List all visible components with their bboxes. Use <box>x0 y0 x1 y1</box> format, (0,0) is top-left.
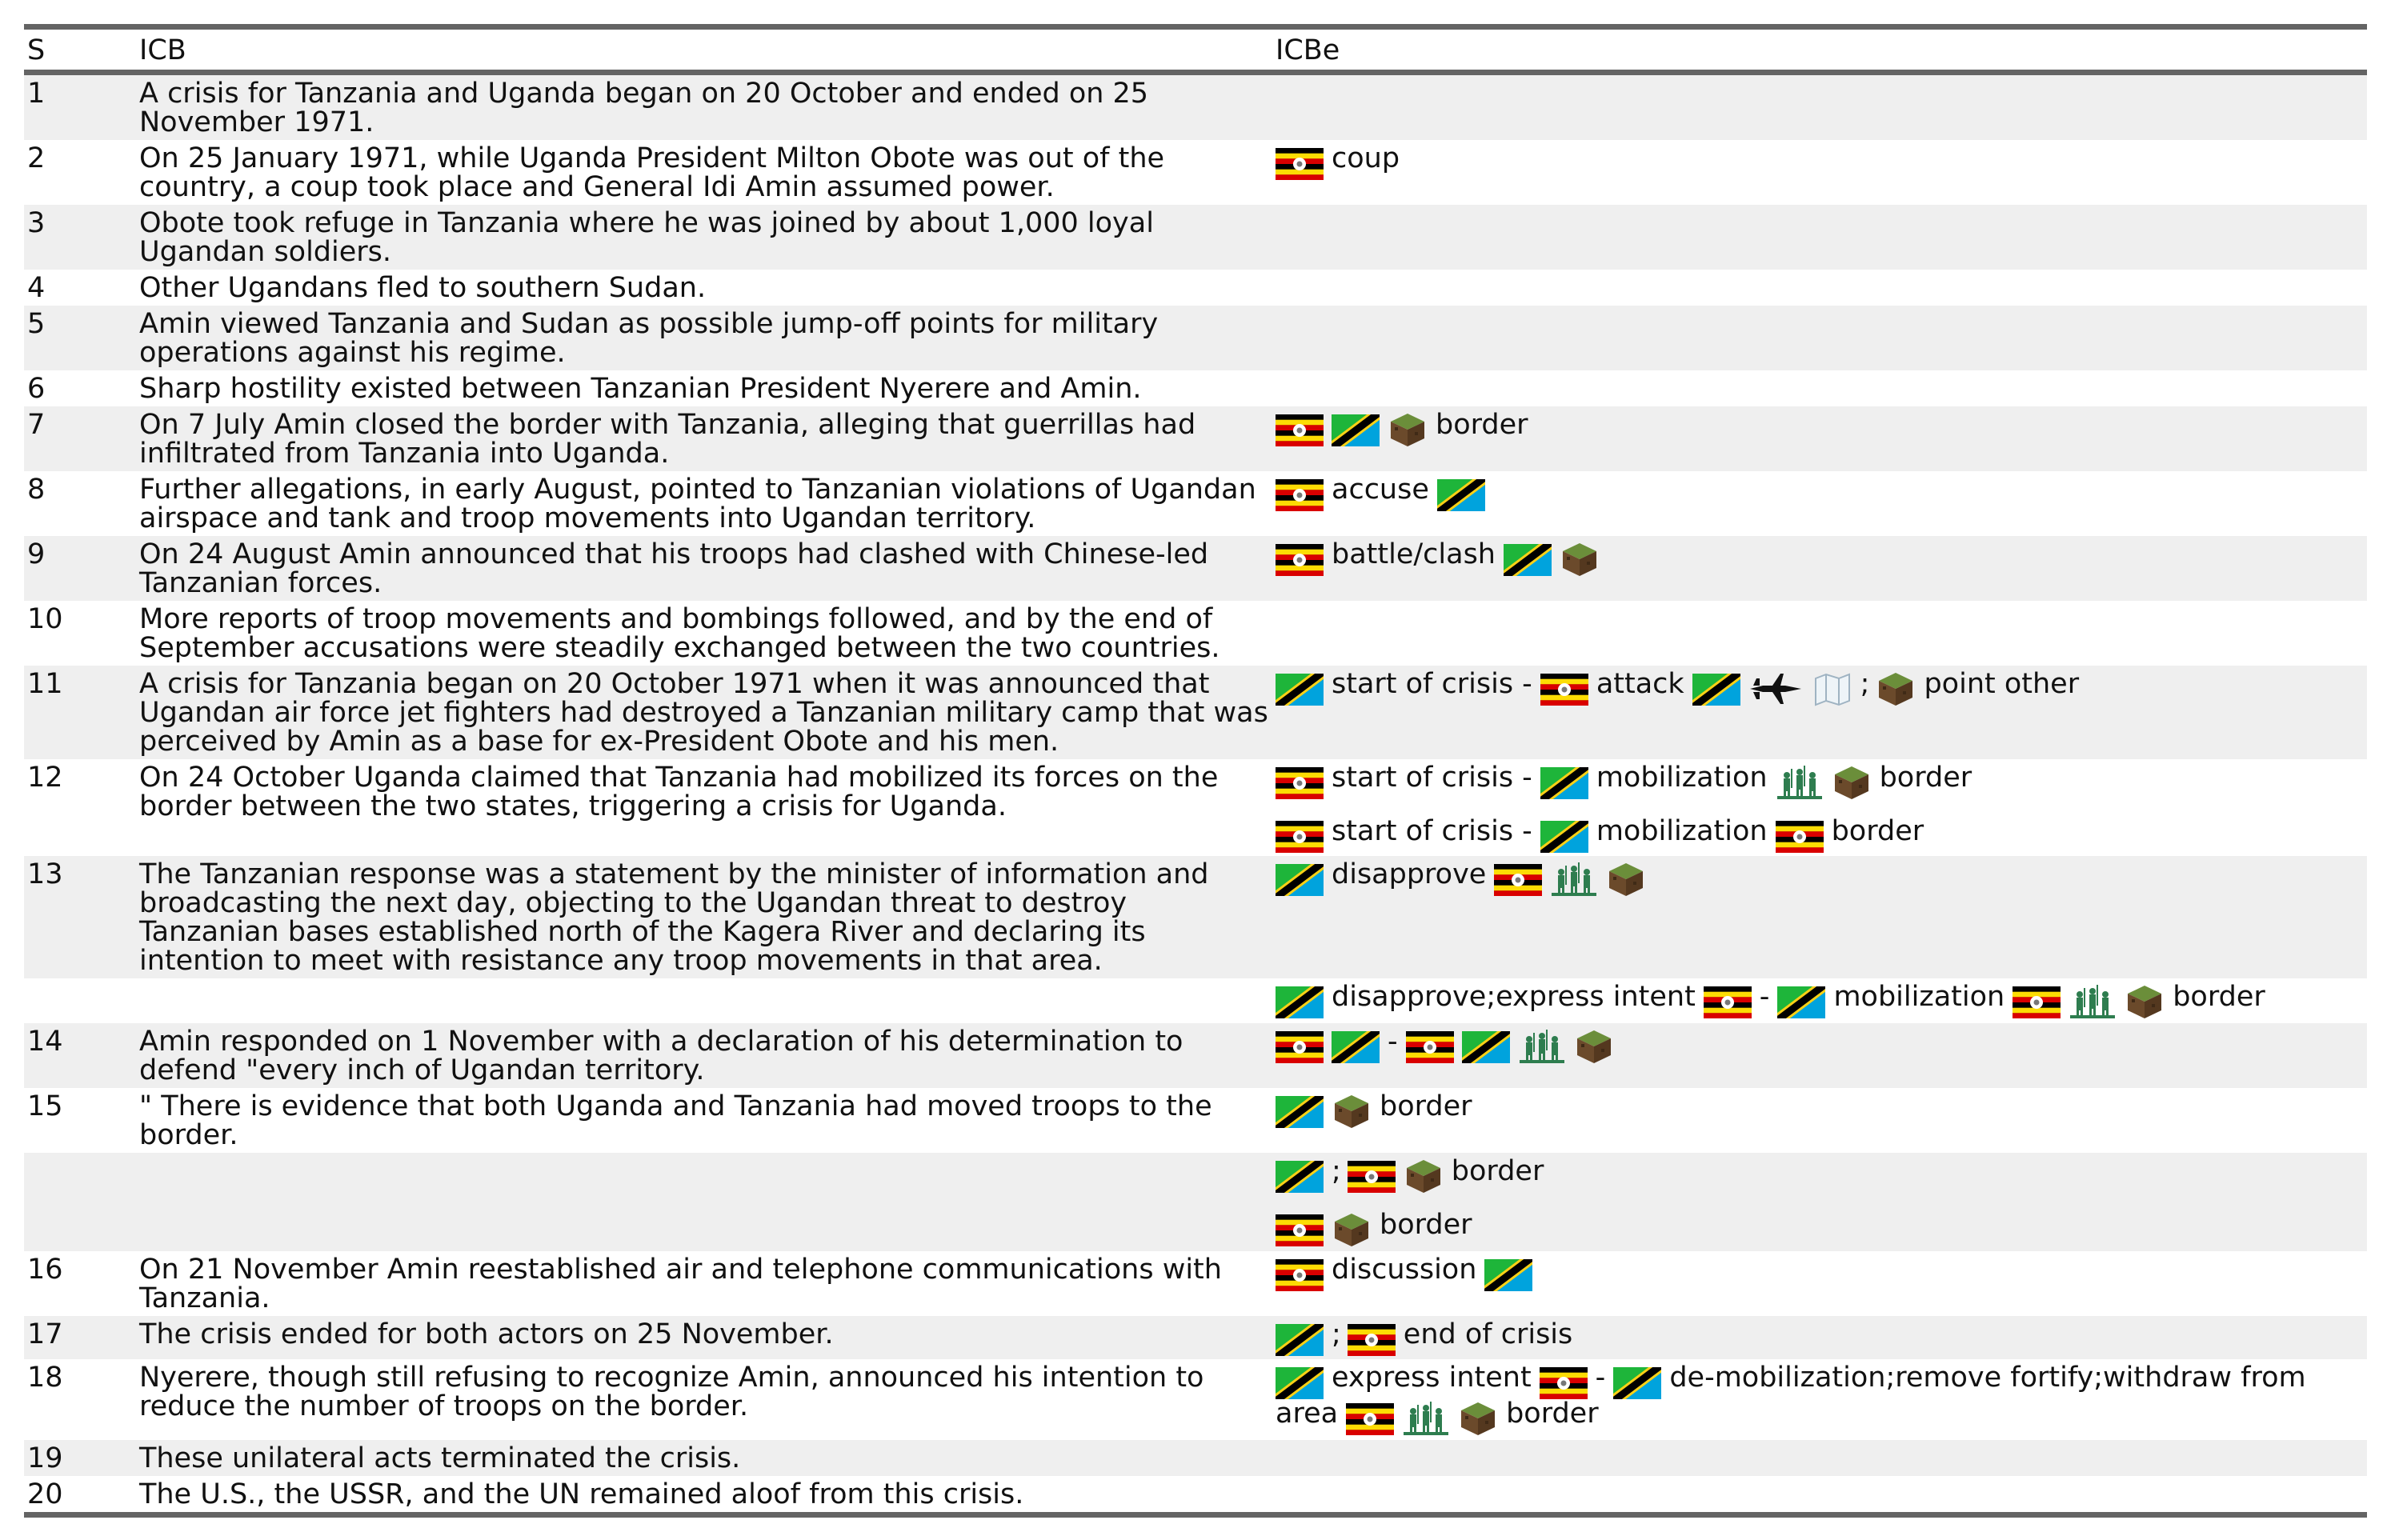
table-body <box>24 73 2367 1515</box>
uganda-flag <box>1276 821 1324 853</box>
sentence-number: 17 <box>27 1318 63 1350</box>
tanzania-flag <box>1276 1096 1324 1128</box>
uganda-flag <box>1494 864 1542 896</box>
tanzania-flag <box>1437 479 1485 511</box>
icbe-events-cell <box>1272 1440 2367 1476</box>
icbe-events-cell <box>1272 601 2367 666</box>
tanzania-flag <box>1613 1367 1661 1399</box>
event-label: border <box>1451 1155 1544 1187</box>
tanzania-flag <box>1276 864 1324 896</box>
icb-sentence: " There is evidence that both Uganda and Tanzania had moved troops to the border. <box>139 1090 1212 1151</box>
sentence-number: 2 <box>27 142 46 174</box>
icb-sentence: Nyerere, though still refusing to recognize Amin, announced his intention to reduce the number of troops on the border. <box>139 1362 1204 1422</box>
uganda-flag <box>1276 148 1324 180</box>
tanzania-flag <box>1540 767 1588 799</box>
table-row <box>24 759 2367 856</box>
event-label: mobilization <box>1833 981 2005 1013</box>
event-label: start of crisis - <box>1332 668 1532 700</box>
icbe-events-cell <box>1272 73 2367 141</box>
column-header-icbe: ICBe <box>1276 34 1340 66</box>
sentence-number: 3 <box>27 207 46 239</box>
sentence-number: 10 <box>27 603 63 635</box>
icb-sentence: On 24 October Uganda claimed that Tanzania had mobilized its forces on the border between the two states, triggering a crisis for Uganda. <box>139 762 1219 822</box>
event-line <box>1276 670 2364 707</box>
icbe-events-cell <box>1272 1359 2367 1440</box>
sentence-number: 5 <box>27 308 46 340</box>
header-row <box>24 27 2367 73</box>
event-line <box>1276 1320 2364 1356</box>
jet-fighter-icon <box>1748 670 1804 707</box>
event-label: mobilization <box>1596 762 1768 794</box>
tanzania-flag <box>1777 986 1825 1018</box>
icb-sentence: Obote took refuge in Tanzania where he was joined by about 1,000 loyal Ugandan soldiers. <box>139 207 1154 268</box>
icb-sentence: Other Ugandans fled to southern Sudan. <box>139 272 707 304</box>
icb-sentence: The Tanzanian response was a statement by the minister of information and broadcasting the next day, objecting to the Ugandan threat to destroy Tanzanian bases established north of the Kagera River and declaring its intention to meet with resistance any troop movements in that area. <box>139 858 1209 977</box>
soldiers-icon <box>1550 861 1598 898</box>
event-line <box>1276 1255 2364 1291</box>
sentence-number: 8 <box>27 474 46 506</box>
uganda-flag <box>1704 986 1752 1018</box>
icbe-events-cell <box>1272 270 2367 306</box>
event-label: disapprove <box>1332 858 1487 890</box>
icbe-events-cell <box>1272 666 2367 759</box>
icbe-events-cell <box>1272 471 2367 536</box>
icb-sentence: More reports of troop movements and bombings followed, and by the end of September accusations were steadily exchanged between the two countries. <box>139 603 1220 664</box>
territory-block-icon <box>1560 541 1600 578</box>
icbe-events-cell <box>1272 1088 2367 1153</box>
uganda-flag <box>1276 1259 1324 1291</box>
map-icon <box>1812 670 1852 707</box>
uganda-flag <box>1540 674 1588 706</box>
event-label: attack <box>1596 668 1684 700</box>
icbe-events-cell <box>1272 306 2367 370</box>
table-row <box>24 73 2367 141</box>
event-label: border <box>1506 1398 1599 1430</box>
table-row <box>24 1316 2367 1359</box>
uganda-flag <box>2013 986 2061 1018</box>
event-line <box>1276 1027 2364 1065</box>
uganda-flag <box>1276 767 1324 799</box>
uganda-flag <box>1776 821 1824 853</box>
column-header-icb: ICB <box>139 34 186 66</box>
soldiers-icon <box>2069 983 2117 1020</box>
territory-block-icon <box>1332 1211 1372 1248</box>
icb-sentence: On 21 November Amin reestablished air and telephone communications with Tanzania. <box>139 1254 1222 1314</box>
icbe-events-cell <box>1272 856 2367 978</box>
table-row <box>24 1476 2367 1515</box>
uganda-flag <box>1276 479 1324 511</box>
event-label: end of crisis <box>1403 1318 1573 1350</box>
event-label: start of crisis - <box>1332 762 1532 794</box>
table-row <box>24 1359 2367 1440</box>
territory-block-icon <box>1458 1400 1498 1437</box>
sentence-number: 11 <box>27 668 63 700</box>
sentence-number: 1 <box>27 78 46 110</box>
icb-icbe-comparison-table <box>24 24 2367 1518</box>
territory-block-icon <box>2125 983 2165 1020</box>
table-row <box>24 536 2367 601</box>
event-line <box>1276 540 2364 578</box>
table-row <box>24 666 2367 759</box>
event-label: border <box>1380 1209 1472 1241</box>
icb-sentence: A crisis for Tanzania and Uganda began on 20 October and ended on 25 November 1971. <box>139 78 1149 138</box>
table-row <box>24 370 2367 406</box>
table-row <box>24 978 2367 1023</box>
soldiers-icon <box>1776 764 1824 801</box>
event-label: point other <box>1924 668 2080 700</box>
icbe-events-cell <box>1272 140 2367 205</box>
event-separator: ; <box>1860 668 1870 700</box>
tanzania-flag <box>1276 674 1324 706</box>
icb-sentence: Amin viewed Tanzania and Sudan as possible jump-off points for military operations against his regime. <box>139 308 1159 369</box>
event-label: discussion <box>1332 1254 1477 1286</box>
icb-sentence: The U.S., the USSR, and the UN remained aloof from this crisis. <box>139 1478 1024 1510</box>
icbe-events-cell <box>1272 370 2367 406</box>
event-separator: ; <box>1332 1155 1341 1187</box>
icb-sentence: The crisis ended for both actors on 25 November. <box>139 1318 834 1350</box>
sentence-number: 9 <box>27 538 46 570</box>
icb-sentence: These unilateral acts terminated the crisis. <box>139 1442 741 1474</box>
table-header <box>24 27 2367 73</box>
sentence-number: 7 <box>27 409 46 441</box>
icb-sentence: On 24 August Amin announced that his troops had clashed with Chinese-led Tanzanian forces. <box>139 538 1209 599</box>
soldiers-icon <box>1518 1028 1566 1065</box>
uganda-flag <box>1540 1367 1588 1399</box>
tanzania-flag <box>1504 544 1552 576</box>
table-row <box>24 471 2367 536</box>
event-line <box>1276 1157 2364 1194</box>
icb-sentence: Sharp hostility existed between Tanzanian President Nyerere and Amin. <box>139 373 1142 405</box>
table-row <box>24 140 2367 205</box>
icb-sentence: Amin responded on 1 November with a declaration of his determination to defend "every inch of Ugandan territory. <box>139 1026 1183 1086</box>
uganda-flag <box>1346 1403 1394 1435</box>
table-row <box>24 1153 2367 1251</box>
sentence-number: 18 <box>27 1362 63 1394</box>
event-label: battle/clash <box>1332 538 1496 570</box>
icbe-events-cell <box>1272 1023 2367 1088</box>
event-line <box>1276 860 2364 898</box>
uganda-flag <box>1276 414 1324 446</box>
event-label: start of crisis - <box>1332 815 1532 847</box>
event-label: border <box>1436 409 1528 441</box>
sentence-number: 19 <box>27 1442 63 1474</box>
uganda-flag <box>1276 544 1324 576</box>
event-label: de-mobilization;remove fortify;withdraw from area <box>1276 1362 2306 1430</box>
territory-block-icon <box>1404 1158 1444 1194</box>
event-line <box>1276 817 2364 853</box>
tanzania-flag <box>1276 1161 1324 1193</box>
event-label: - <box>1595 1362 1606 1394</box>
uganda-flag <box>1348 1161 1396 1193</box>
event-label: accuse <box>1332 474 1429 506</box>
table-row <box>24 1023 2367 1088</box>
tanzania-flag <box>1276 1324 1324 1356</box>
sentence-number: 14 <box>27 1026 63 1058</box>
sentence-number: 20 <box>27 1478 63 1510</box>
event-label: border <box>1831 815 1924 847</box>
icb-sentence <box>136 978 1272 1023</box>
uganda-flag <box>1406 1031 1454 1063</box>
tanzania-flag <box>1332 1031 1380 1063</box>
table-row <box>24 1251 2367 1316</box>
event-label: disapprove;express intent <box>1332 981 1696 1013</box>
icb-sentence: On 25 January 1971, while Uganda President Milton Obote was out of the country, a coup took place and General Idi Amin assumed power. <box>139 142 1165 203</box>
icbe-events-cell <box>1272 1476 2367 1515</box>
event-line <box>1276 475 2364 511</box>
icbe-events-cell <box>1272 978 2367 1023</box>
icbe-events-cell <box>1272 1153 2367 1251</box>
event-label: express intent <box>1332 1362 1532 1394</box>
tanzania-flag <box>1462 1031 1510 1063</box>
tanzania-flag <box>1484 1259 1532 1291</box>
tanzania-flag <box>1276 1367 1324 1399</box>
event-label: border <box>2173 981 2265 1013</box>
icb-sentence: Further allegations, in early August, pointed to Tanzanian violations of Ugandan airspace and tank and troop movements into Ugandan territory. <box>139 474 1256 534</box>
uganda-flag <box>1348 1324 1396 1356</box>
event-line <box>1276 1210 2364 1248</box>
table-row <box>24 406 2367 471</box>
icb-sentence <box>136 1153 1272 1251</box>
territory-block-icon <box>1876 670 1916 707</box>
event-line <box>1276 763 2364 801</box>
event-line <box>1276 1363 2364 1437</box>
event-label: border <box>1879 762 1972 794</box>
sentence-number: 6 <box>27 373 46 405</box>
territory-block-icon <box>1574 1028 1614 1065</box>
sentence-number <box>24 978 136 1023</box>
event-line <box>1276 144 2364 180</box>
icbe-events-cell <box>1272 1316 2367 1359</box>
table-row <box>24 1088 2367 1153</box>
tanzania-flag <box>1692 674 1740 706</box>
sentence-number <box>24 1153 136 1251</box>
table-row <box>24 306 2367 370</box>
sentence-number: 12 <box>27 762 63 794</box>
territory-block-icon <box>1606 861 1646 898</box>
sentence-number: 15 <box>27 1090 63 1122</box>
tanzania-flag <box>1332 414 1380 446</box>
table-row <box>24 856 2367 978</box>
icbe-events-cell <box>1272 406 2367 471</box>
tanzania-flag <box>1540 821 1588 853</box>
event-label: mobilization <box>1596 815 1768 847</box>
table-row <box>24 270 2367 306</box>
table-row <box>24 601 2367 666</box>
sentence-number: 4 <box>27 272 46 304</box>
column-header-s: S <box>27 34 46 66</box>
event-label: - <box>1759 981 1770 1013</box>
territory-block-icon <box>1332 1093 1372 1130</box>
event-line <box>1276 410 2364 448</box>
event-line <box>1276 982 2364 1020</box>
icbe-events-cell <box>1272 1251 2367 1316</box>
event-label: - <box>1388 1026 1398 1058</box>
sentence-number: 16 <box>27 1254 63 1286</box>
uganda-flag <box>1276 1214 1324 1246</box>
icb-sentence: A crisis for Tanzania began on 20 October 1971 when it was announced that Ugandan air force jet fighters had destroyed a Tanzanian military camp that was perceived by Amin as a base for ex-President Obote and his men. <box>139 668 1268 758</box>
uganda-flag <box>1276 1031 1324 1063</box>
table-row <box>24 1440 2367 1476</box>
event-separator: ; <box>1332 1318 1341 1350</box>
icbe-events-cell <box>1272 205 2367 270</box>
sentence-number: 13 <box>27 858 63 890</box>
tanzania-flag <box>1276 986 1324 1018</box>
icbe-events-cell <box>1272 759 2367 856</box>
table-row <box>24 205 2367 270</box>
icbe-events-cell <box>1272 536 2367 601</box>
event-label: border <box>1380 1090 1472 1122</box>
event-label: coup <box>1332 142 1400 174</box>
event-line <box>1276 1092 2364 1130</box>
icb-sentence: On 7 July Amin closed the border with Tanzania, alleging that guerrillas had infiltrated from Tanzania into Uganda. <box>139 409 1196 470</box>
territory-block-icon <box>1832 764 1872 801</box>
territory-block-icon <box>1388 411 1428 448</box>
soldiers-icon <box>1402 1400 1450 1437</box>
